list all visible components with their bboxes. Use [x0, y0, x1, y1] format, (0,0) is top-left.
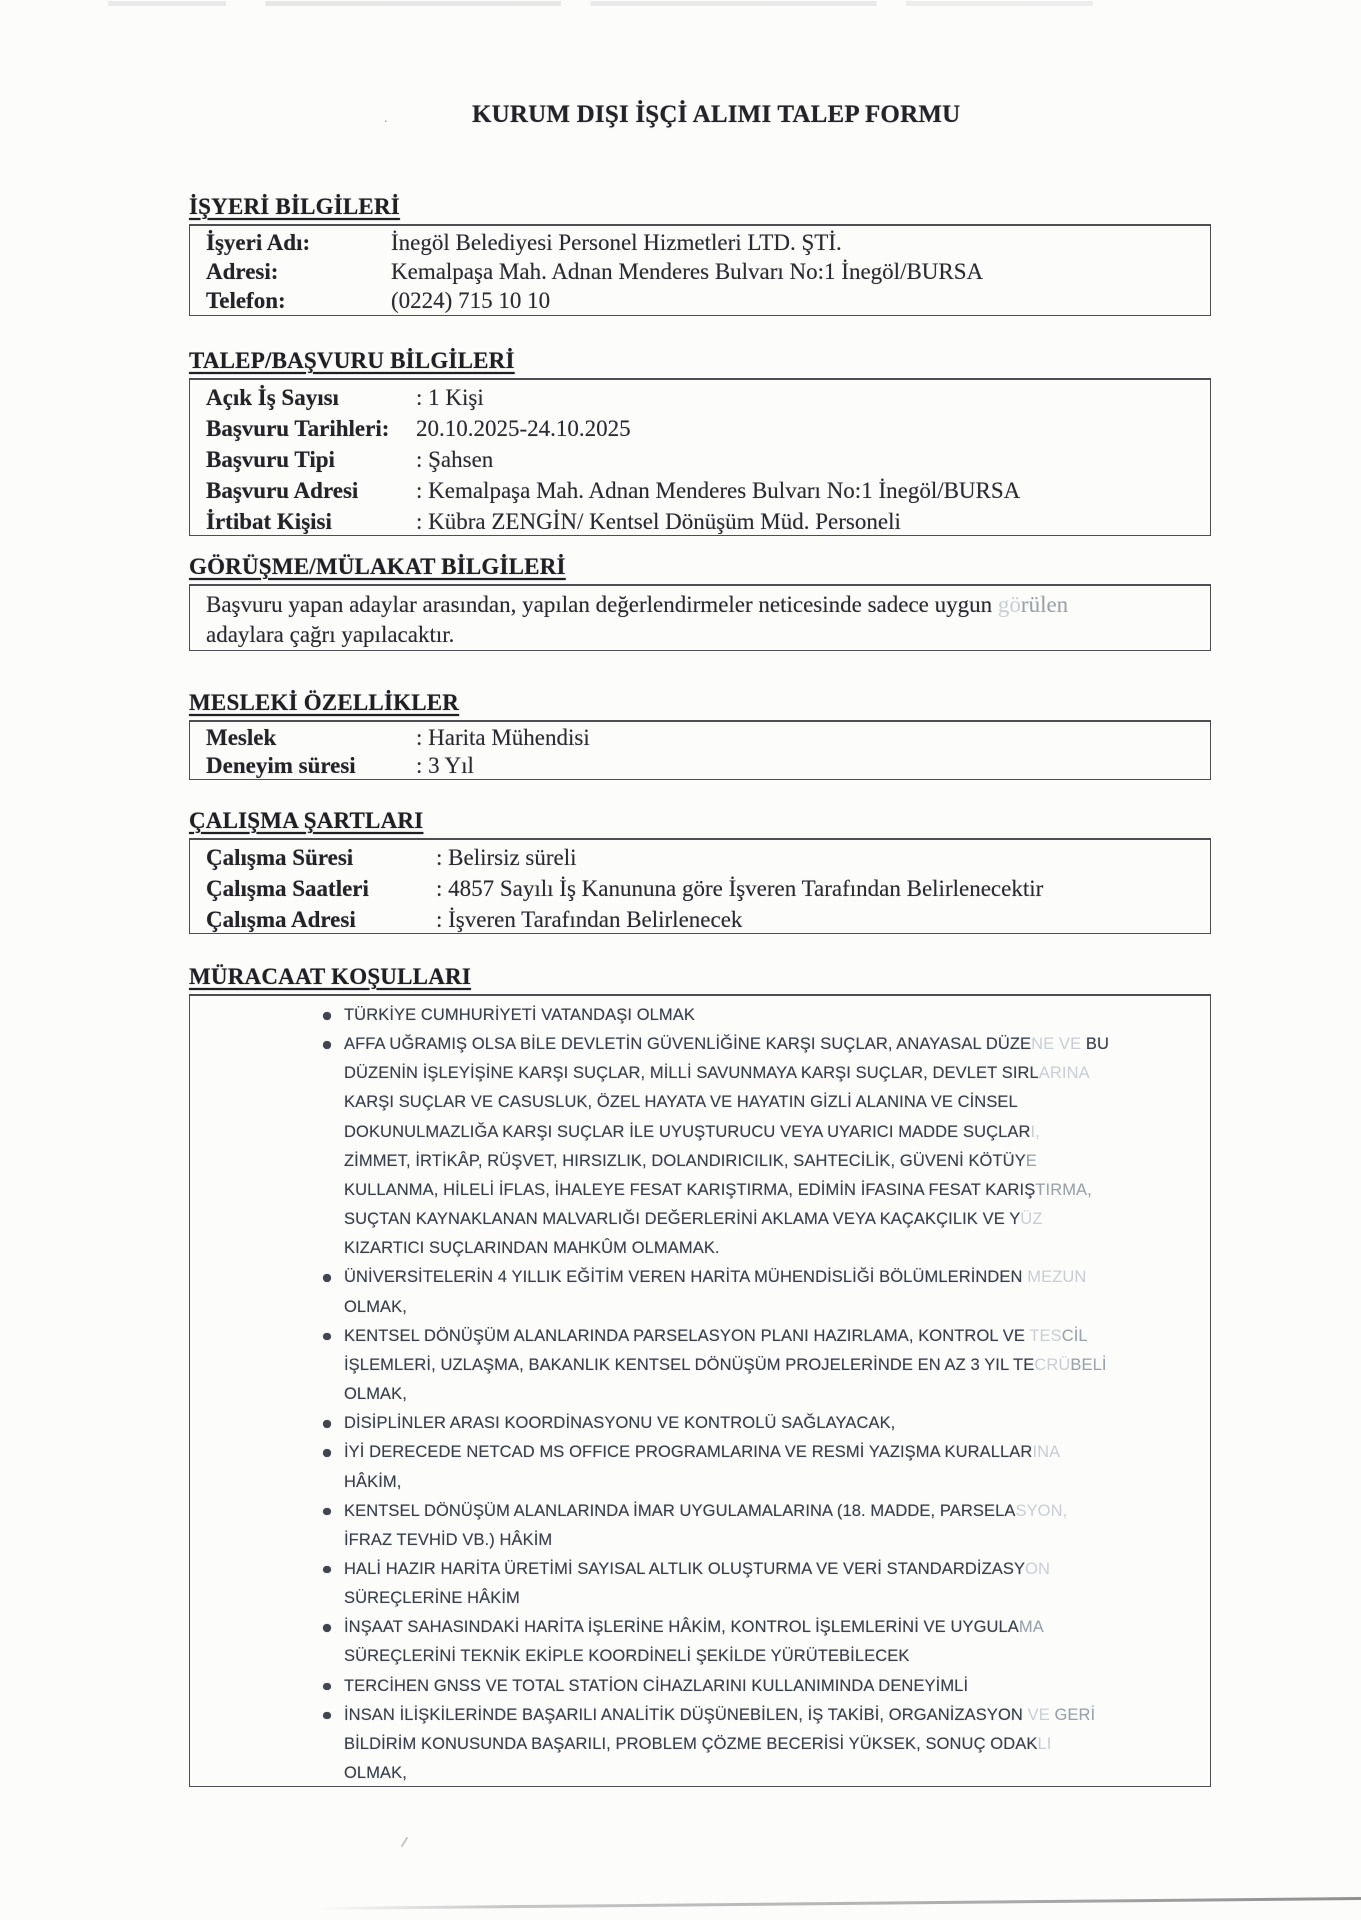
faded-text-segment: TES	[1029, 1326, 1062, 1345]
field-label: Çalışma Süresi	[206, 845, 354, 870]
faded-text-segment: E	[1025, 1151, 1037, 1170]
text-line	[344, 1409, 1210, 1438]
text-line	[344, 1059, 1210, 1088]
text-line	[344, 1759, 1210, 1788]
field-label: Başvuru Tarihleri:	[206, 416, 390, 441]
scan-artifact-top-edge	[108, 1, 1093, 6]
text-line	[206, 590, 1196, 620]
faded-text-segment: VE	[1027, 1705, 1050, 1724]
text-line	[344, 1584, 1210, 1613]
field-value: : 1 Kişi	[416, 385, 484, 410]
field-row	[190, 228, 1210, 257]
field-label: Adresi:	[206, 259, 279, 284]
field-value: : Harita Mühendisi	[416, 725, 590, 750]
faded-text-segment: CİL	[1061, 1326, 1088, 1345]
scan-artifact-page-edge	[318, 1897, 1361, 1910]
scan-artifact-slash	[401, 1837, 409, 1847]
section-calisma-sartlari	[189, 808, 1211, 934]
text-line	[344, 1701, 1210, 1730]
text-segment: İNSAN İLİŞKİLERİNDE BAŞARILI ANALİTİK DÜŞÜNEBİLEN, İŞ TAKİBİ, ORGANİZASYON	[344, 1705, 1028, 1724]
section-isyeri-bilgileri	[189, 194, 1211, 316]
talep-box	[189, 378, 1211, 536]
text-segment: BİLDİRİM KONUSUNDA BAŞARILI, PROBLEM ÇÖZME BECERİSİ YÜKSEK, SONUÇ ODAK	[344, 1734, 1038, 1753]
faded-text-segment: LI	[1037, 1734, 1052, 1753]
field-row	[190, 413, 1210, 444]
bullet-item	[344, 1030, 1210, 1263]
text-line	[344, 1526, 1210, 1555]
section-gorusme-mulakat-bilgileri	[189, 554, 1211, 651]
text-segment: Başvuru yapan adaylar arasından, yapılan değerlendirmeler neticesinde sadece uygun	[206, 592, 998, 617]
field-value: : Belirsiz süreli	[436, 845, 577, 870]
faded-text-segment: TIRMA,	[1035, 1180, 1092, 1199]
field-label: İrtibat Kişisi	[206, 509, 332, 534]
field-label: Çalışma Saatleri	[206, 876, 369, 901]
bullet-item	[344, 1701, 1210, 1788]
text-line	[344, 1205, 1210, 1234]
text-segment: KENTSEL DÖNÜŞÜM ALANLARINDA İMAR UYGULAMALARINA (18. MADDE, PARSELA	[344, 1501, 1016, 1520]
field-row	[190, 257, 1210, 286]
gorusme-box	[189, 584, 1211, 651]
isyeri-box	[189, 224, 1211, 316]
field-row	[190, 752, 1210, 780]
faded-text-segment: rülen	[1020, 592, 1069, 617]
text-segment: SÜREÇLERİNİ TEKNİK EKİPLE KOORDİNELİ ŞEKİLDE YÜRÜTEBİLECEK	[344, 1647, 910, 1666]
field-row	[190, 904, 1210, 935]
text-line	[344, 1322, 1210, 1351]
text-segment: DOKUNULMAZLIĞA KARŞI SUÇLAR İLE UYUŞTURUCU VEYA UYARICI MADDE SUÇLAR	[344, 1122, 1031, 1141]
text-segment: KIZARTICI SUÇLARINDAN MAHKÛM OLMAMAK.	[344, 1239, 720, 1258]
faded-text-segment: MEZUN	[1027, 1268, 1087, 1287]
scan-artifact-dot: .	[384, 111, 388, 126]
faded-text-segment: BELİ	[1070, 1355, 1107, 1374]
text-segment: TERCİHEN GNSS VE TOTAL STATİON CİHAZLARINI KULLANIMINDA DENEYİMLİ	[344, 1676, 969, 1695]
faded-text-segment: gö	[997, 592, 1021, 617]
text-line	[344, 1613, 1210, 1642]
text-segment: İNŞAAT SAHASINDAKİ HARİTA İŞLERİNE HÂKİM, KONTROL İŞLEMLERİNİ VE UYGULA	[344, 1618, 1019, 1637]
field-value: : 3 Yıl	[416, 753, 474, 778]
section-heading-calisma: ÇALIŞMA ŞARTLARI	[189, 808, 424, 833]
text-line	[344, 1672, 1210, 1701]
text-segment: ÜNİVERSİTELERİN 4 YILLIK EĞİTİM VEREN HARİTA MÜHENDİSLİĞİ BÖLÜMLERİNDEN	[344, 1268, 1028, 1287]
section-heading-talep: TALEP/BAŞVURU BİLGİLERİ	[189, 348, 515, 373]
section-heading-muracaat: MÜRACAAT KOŞULLARI	[189, 964, 471, 989]
text-segment: KULLANMA, HİLELİ İFLAS, İHALEYE FESAT KARIŞTIRMA, EDİMİN İFASINA FESAT KARIŞ	[344, 1180, 1036, 1199]
field-row	[190, 724, 1210, 752]
bullet-item	[344, 1263, 1210, 1321]
text-segment: KARŞI SUÇLAR VE CASUSLUK, ÖZEL HAYATA VE HAYATIN GİZLİ ALANINA VE CİNSEL	[344, 1093, 1018, 1112]
field-label: Deneyim süresi	[206, 753, 356, 778]
text-line	[344, 1263, 1210, 1292]
field-label: Açık İş Sayısı	[206, 385, 339, 410]
text-segment: adaylara çağrı yapılacaktır.	[206, 622, 455, 647]
faded-text-segment: SYON,	[1015, 1501, 1068, 1520]
text-segment: DÜZENİN İŞLEYİŞİNE KARŞI SUÇLAR, MİLLİ SAVUNMAYA KARŞI SUÇLAR, DEVLET SIRL	[344, 1064, 1039, 1083]
text-line	[344, 1438, 1210, 1467]
text-segment: TÜRKİYE CUMHURİYETİ VATANDAŞI OLMAK	[344, 1006, 695, 1024]
text-segment: KENTSEL DÖNÜŞÜM ALANLARINDA PARSELASYON PLANI HAZIRLAMA, KONTROL VE	[344, 1326, 1030, 1345]
text-line	[344, 1176, 1210, 1205]
faded-text-segment: ARINA	[1038, 1064, 1090, 1083]
faded-text-segment: INA	[1032, 1443, 1061, 1462]
text-line	[344, 1293, 1210, 1322]
faded-text-segment: NE VE	[1031, 1035, 1082, 1054]
text-segment: AFFA UĞRAMIŞ OLSA BİLE DEVLETİN GÜVENLİĞİNE KARŞI SUÇLAR, ANAYASAL DÜZE	[344, 1035, 1032, 1054]
text-line	[344, 1088, 1210, 1117]
muracaat-bullet-list	[190, 1001, 1210, 1788]
text-line	[206, 620, 1196, 650]
section-heading-mesleki: MESLEKİ ÖZELLİKLER	[189, 690, 460, 715]
field-label: Meslek	[206, 725, 277, 750]
text-line	[344, 1730, 1210, 1759]
text-segment: SÜREÇLERİNE HÂKİM	[344, 1589, 520, 1608]
text-line	[344, 1497, 1210, 1526]
field-row	[190, 842, 1210, 873]
field-value: İnegöl Belediyesi Personel Hizmetleri LTD. ŞTİ.	[391, 230, 842, 255]
field-row	[190, 444, 1210, 475]
field-row	[190, 475, 1210, 506]
field-row	[190, 506, 1210, 537]
field-label: Çalışma Adresi	[206, 907, 356, 932]
field-label: İşyeri Adı:	[206, 230, 311, 255]
field-value: 20.10.2025-24.10.2025	[416, 416, 631, 441]
faded-text-segment: MA	[1018, 1618, 1044, 1637]
section-heading-gorusme: GÖRÜŞME/MÜLAKAT BİLGİLERİ	[189, 554, 566, 579]
text-line	[344, 1555, 1210, 1584]
mesleki-box	[189, 720, 1211, 780]
section-talep-basvuru-bilgileri	[189, 348, 1211, 536]
section-heading-isyeri: İŞYERİ BİLGİLERİ	[189, 194, 400, 219]
text-segment: DİSİPLİNLER ARASI KOORDİNASYONU VE KONTROLÜ SAĞLAYACAK,	[344, 1414, 896, 1433]
text-segment: HALİ HAZIR HARİTA ÜRETİMİ SAYISAL ALTLIK OLUŞTURMA VE VERİ STANDARDİZASY	[344, 1559, 1026, 1578]
faded-text-segment: ON	[1025, 1559, 1051, 1578]
text-segment: OLMAK,	[344, 1297, 407, 1316]
text-line	[344, 1030, 1210, 1059]
text-line	[344, 1118, 1210, 1147]
field-value: Kemalpaşa Mah. Adnan Menderes Bulvarı No:1 İnegöl/BURSA	[391, 259, 984, 284]
text-segment: ZİMMET, İRTİKÂP, RÜŞVET, HIRSIZLIK, DOLANDIRICILIK, SAHTECİLİK, GÜVENİ KÖTÜY	[344, 1151, 1026, 1170]
field-value: (0224) 715 10 10	[391, 288, 551, 313]
field-value: : İşveren Tarafından Belirlenecek	[436, 907, 743, 932]
text-segment: İYİ DERECEDE NETCAD MS OFFICE PROGRAMLARINA VE RESMİ YAZIŞMA KURALLAR	[344, 1443, 1033, 1462]
faded-text-segment: CRÜ	[1034, 1355, 1071, 1374]
bullet-item	[344, 1001, 1210, 1030]
text-line	[344, 1468, 1210, 1497]
text-segment: OLMAK,	[344, 1385, 407, 1404]
section-mesleki-ozellikler	[189, 690, 1211, 780]
field-label: Başvuru Tipi	[206, 447, 335, 472]
text-segment: BU	[1081, 1035, 1110, 1054]
calisma-box	[189, 838, 1211, 934]
faded-text-segment: ÜZ	[1020, 1210, 1043, 1229]
field-value: : Kübra ZENGİN/ Kentsel Dönüşüm Müd. Personeli	[416, 509, 901, 534]
bullet-item	[344, 1438, 1210, 1496]
text-line	[344, 1380, 1210, 1409]
bullet-item	[344, 1613, 1210, 1671]
faded-text-segment: I,	[1030, 1122, 1040, 1141]
bullet-item	[344, 1555, 1210, 1613]
section-muracaat-kosullari	[189, 964, 1211, 1787]
bullet-item	[344, 1322, 1210, 1409]
text-segment: HÂKİM,	[344, 1472, 402, 1491]
field-row	[190, 873, 1210, 904]
bullet-item	[344, 1409, 1210, 1438]
text-line	[344, 1234, 1210, 1263]
text-line	[344, 1001, 1210, 1030]
faded-text-segment: GERİ	[1049, 1705, 1096, 1724]
text-segment: OLMAK,	[344, 1764, 407, 1783]
field-value: : Şahsen	[416, 447, 494, 472]
field-value: : 4857 Sayılı İş Kanununa göre İşveren Tarafından Belirlenecektir	[436, 876, 1044, 901]
text-segment: İŞLEMLERİ, UZLAŞMA, BAKANLIK KENTSEL DÖNÜŞÜM PROJELERİNDE EN AZ 3 YIL TE	[344, 1355, 1035, 1374]
text-line	[344, 1642, 1210, 1671]
bullet-item	[344, 1672, 1210, 1701]
text-segment: SUÇTAN KAYNAKLANAN MALVARLIĞI DEĞERLERİNİ AKLAMA VEYA KAÇAKÇILIK VE Y	[344, 1210, 1021, 1229]
text-line	[344, 1351, 1210, 1380]
form-title: KURUM DIŞI İŞÇİ ALIMI TALEP FORMU	[472, 101, 961, 128]
field-row	[190, 286, 1210, 315]
text-line	[344, 1147, 1210, 1176]
field-row	[190, 382, 1210, 413]
field-label: Başvuru Adresi	[206, 478, 359, 503]
field-value: : Kemalpaşa Mah. Adnan Menderes Bulvarı No:1 İnegöl/BURSA	[416, 478, 1021, 503]
field-label: Telefon:	[206, 288, 286, 313]
muracaat-box	[189, 994, 1211, 1787]
bullet-item	[344, 1497, 1210, 1555]
text-segment: İFRAZ TEVHİD VB.) HÂKİM	[344, 1530, 553, 1549]
